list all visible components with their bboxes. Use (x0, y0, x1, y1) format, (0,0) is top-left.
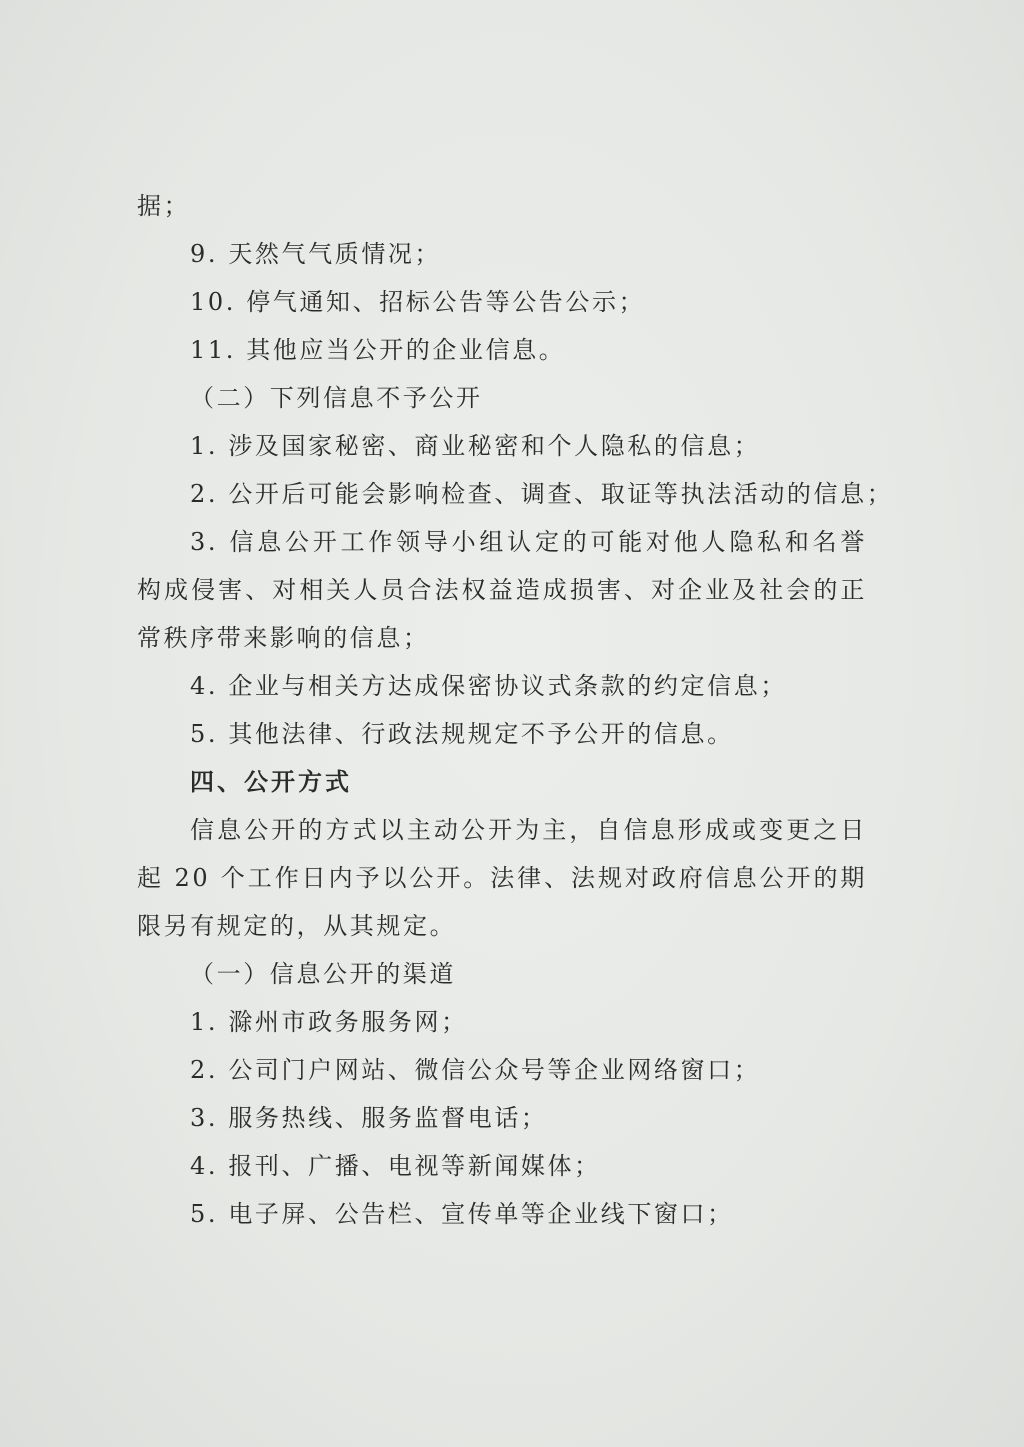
list-item: 3. 信息公开工作领导小组认定的可能对他人隐私和名誉 (190, 528, 867, 556)
paragraph-line: 信息公开的方式以主动公开为主，自信息形成或变更之日 (190, 816, 867, 844)
text-line: 构成侵害、对相关人员合法权益造成损害、对企业及社会的正 (137, 576, 867, 604)
text-line: 常秩序带来影响的信息； (137, 624, 430, 652)
subsection-heading: （二）下列信息不予公开 (190, 384, 483, 412)
paragraph-line: 限另有规定的，从其规定。 (137, 912, 457, 940)
list-item: 5. 其他法律、行政法规规定不予公开的信息。 (190, 720, 734, 748)
list-item: 10. 停气通知、招标公告等公告公示； (190, 288, 646, 316)
list-item: 1. 滁州市政务服务网； (190, 1008, 468, 1036)
list-item: 9. 天然气气质情况； (190, 240, 442, 268)
paragraph-line: 起 20 个工作日内予以公开。法律、法规对政府信息公开的期 (137, 864, 867, 892)
list-item: 2. 公开后可能会影响检查、调查、取证等执法活动的信息； (190, 480, 894, 508)
section-heading: 四、公开方式 (190, 768, 352, 796)
list-item: 1. 涉及国家秘密、商业秘密和个人隐私的信息； (190, 432, 761, 460)
list-item: 2. 公司门户网站、微信公众号等企业网络窗口； (190, 1056, 761, 1084)
list-item: 11. 其他应当公开的企业信息。 (190, 336, 566, 364)
list-item: 4. 企业与相关方达成保密协议式条款的约定信息； (190, 672, 787, 700)
list-item: 3. 服务热线、服务监督电话； (190, 1104, 548, 1132)
text-line: 据； (137, 192, 191, 220)
list-item: 4. 报刊、广播、电视等新闻媒体； (190, 1152, 601, 1180)
subsection-heading: （一）信息公开的渠道 (190, 960, 456, 988)
list-item: 5. 电子屏、公告栏、宣传单等企业线下窗口； (190, 1200, 734, 1228)
